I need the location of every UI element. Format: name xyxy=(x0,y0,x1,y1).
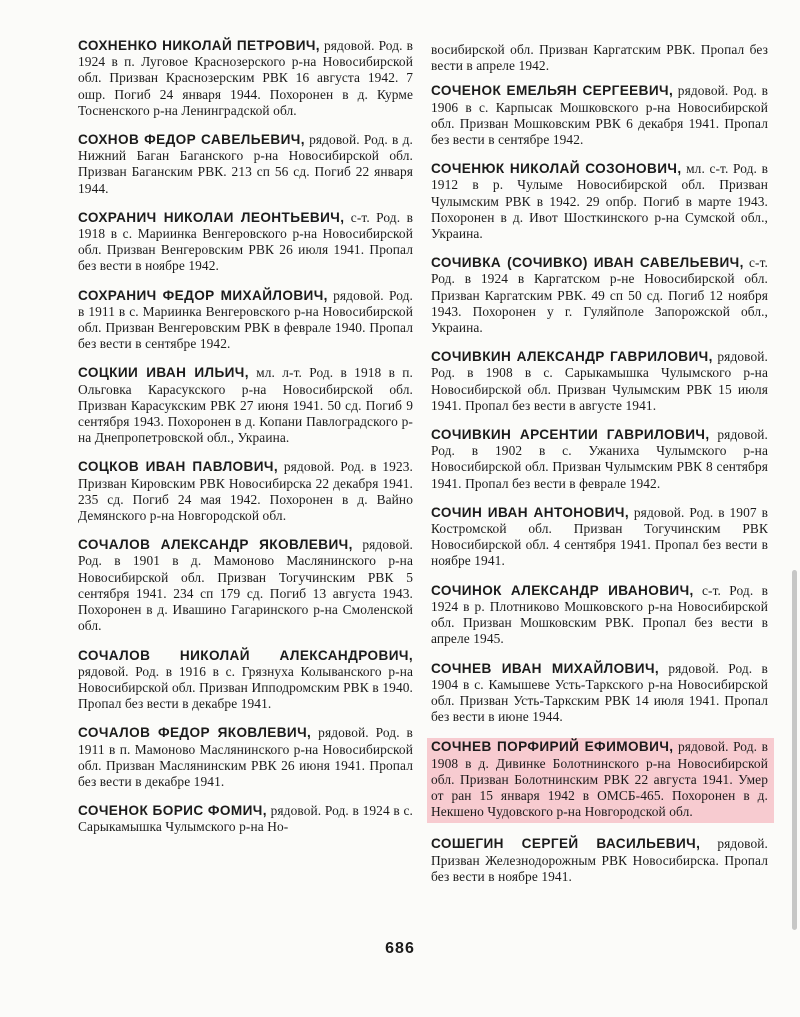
entry-name: СОЧЕНЮК НИКОЛАЙ СОЗОНОВИЧ, xyxy=(431,161,682,177)
list-item xyxy=(78,537,413,634)
entry-name: СОЧИВКА (СОЧИВКО) ИВАН САВЕЛЬЕВИЧ, xyxy=(431,255,744,271)
list-item xyxy=(431,255,768,336)
entry-name: СОЧИН ИВАН АНТОНОВИЧ, xyxy=(431,504,630,520)
entry-text: рядовой. Род. в 1916 в с. Грязнуха Колыванского р-на Новосибирской обл. Призван Ипподромским РВК в 1940. Пропал без вести в декабре 1941. xyxy=(78,663,413,712)
right-column xyxy=(431,42,768,898)
entry-text: рядовой. Род. в 1911 в с. Мариинка Венгеровского р-на Новосибирской обл. Призван Венгеровским РВК в феврале 1940. Пропал без вести в сентябре 1942. xyxy=(78,287,414,352)
entry-name: СОЧИВКИН АЛЕКСАНДР ГАВРИЛОВИЧ, xyxy=(431,349,713,365)
entry-text: с-т. Род. в 1924 в р. Плотниково Мошковского р-на Новосибирской обл. Призван Мошковским РВК. Пропал без вести в апреле 1945. xyxy=(431,582,768,647)
entry-name: СОХРАНИЧ ФЕДОР МИХАЙЛОВИЧ, xyxy=(78,287,328,303)
list-item xyxy=(78,38,413,119)
entry-name: СОЧАЛОВ ФЕДОР ЯКОВЛЕВИЧ, xyxy=(78,725,312,741)
highlighted-list-item xyxy=(427,738,774,823)
scrollbar-thumb[interactable] xyxy=(792,570,797,930)
entry-text: рядовой. Род. в 1901 в д. Мамоново Маслянинского р-на Новосибирской обл. Призван Тогучинским РВК 5 сентября 1941. 234 сп 179 сд. Погиб 13 августа 1943. Похоронен в д. Ивашино Гагаринского р-на Смоленской обл. xyxy=(78,537,413,634)
list-item xyxy=(431,349,768,414)
list-item xyxy=(78,210,413,275)
entry-name: СОХРАНИЧ НИКОЛАИ ЛЕОНТЬЕВИЧ, xyxy=(78,209,345,225)
list-item xyxy=(431,161,768,242)
list-item xyxy=(78,725,413,790)
list-item xyxy=(78,132,413,197)
list-item xyxy=(78,459,413,524)
entry-name: СОЧЕНОК БОРИС ФОМИЧ, xyxy=(78,803,267,819)
list-item xyxy=(431,427,768,492)
entry-text: мл. с-т. Род. в 1912 в р. Чулыме Новосибирской обл. Призван Чулымским РВК в 1942. 29 опбр. Погиб в марте 1943. Похоронен в д. Ивот Шосткинского р-на Сумской обл., Украина. xyxy=(431,161,768,242)
entry-name: СОЧЕНОК ЕМЕЛЬЯН СЕРГЕЕВИЧ, xyxy=(431,83,674,99)
list-item xyxy=(78,648,413,713)
list-item xyxy=(431,583,768,648)
entry-name: СОЧИНОК АЛЕКСАНДР ИВАНОВИЧ, xyxy=(431,582,694,598)
entry-text: рядовой. Род. в 1923. Призван Кировским РВК Новосибирска 22 декабря 1941. 235 сд. Погиб 24 мая 1942. Похоронен в д. Вайно Демянского р-на Новгородской обл. xyxy=(78,459,413,524)
entry-text: рядовой. Род. в 1908 в с. Сарыкамышка Чулымского р-на Новосибирской обл. Призван Чулымским РВК 15 июля 1941. Пропал без вести в августе 1941. xyxy=(431,349,768,413)
left-column xyxy=(78,38,413,849)
entry-name: СОЧАЛОВ НИКОЛАЙ АЛЕКСАНДРОВИЧ, xyxy=(78,647,413,663)
entry-text: рядовой. Род. в д. Нижний Баган Баганского р-на Новосибирской обл. Призван Баганским РВК. 213 сп 56 сд. Погиб 22 января 1944. xyxy=(78,132,413,196)
entry-text: рядовой. Род. в 1907 в Костромской обл. Призван Тогучинским РВК Новосибирской обл. 4 сентября 1941. Пропал без вести в ноябре 1941. xyxy=(431,504,768,569)
entry-name: СОХНЕНКО НИКОЛАЙ ПЕТРОВИЧ, xyxy=(78,38,320,53)
entry-text: с-т. Род. в 1918 в с. Мариинка Венгеровского р-на Новосибирской обл. Призван Венгеровским РВК 26 июля 1941. Пропал без вести в ноябре 1942. xyxy=(78,209,413,274)
entry-text: рядовой. Род. в 1902 в с. Ужаниха Чулымского р-на Новосибирской обл. Призван Чулымским РВК 8 сентября 1941. Пропал без вести в феврале 1942. xyxy=(431,427,768,491)
list-item xyxy=(78,288,413,353)
entry-name: СОЧАЛОВ АЛЕКСАНДР ЯКОВЛЕВИЧ, xyxy=(78,537,353,553)
entry-name: СОЧНЕВ ПОРФИРИЙ ЕФИМОВИЧ, xyxy=(431,739,674,755)
entry-text: рядовой. Род. в 1908 в д. Дивинке Болотнинского р-на Новосибирской обл. Призван Болотнинским РВК 22 августа 1941. Умер от ран 15 января 1942 в ОМСБ-465. Похоронен в д. Некшено Чудовского р-на Новгородской обл. xyxy=(431,739,768,820)
entry-text: рядовой. Род. в 1904 в с. Камышеве Усть-Таркского р-на Новосибирской обл. Призван Усть-Таркским РВК 14 июля 1941. Пропал без вести в июне 1944. xyxy=(431,660,768,725)
entry-name: СОЦКОВ ИВАН ПАВЛОВИЧ, xyxy=(78,459,279,475)
entry-name: СОЧИВКИН АРСЕНТИИ ГАВРИЛОВИЧ, xyxy=(431,427,710,443)
list-item xyxy=(431,836,768,885)
entry-text: рядовой. Призван Железнодорожным РВК Новосибирска. Пропал без вести в ноябре 1941. xyxy=(431,836,768,884)
page-number: 686 xyxy=(385,940,415,957)
entry-name: СОХНОВ ФЕДОР САВЕЛЬЕВИЧ, xyxy=(78,132,305,148)
entry-name: СОШЕГИН СЕРГЕЙ ВАСИЛЬЕВИЧ, xyxy=(431,836,701,852)
list-item xyxy=(431,83,768,148)
entry-text: рядовой. Род. в 1911 в п. Мамоново Маслянинского р-на Новосибирской обл. Призван Маслянинским РВК 26 июня 1941. Пропал без вести в декабре 1941. xyxy=(78,725,413,789)
entry-name: СОЦКИИ ИВАН ИЛЬИЧ, xyxy=(78,365,249,381)
entry-text: мл. л-т. Род. в 1918 в п. Ольговка Карасукского р-на Новосибирской обл. Призван Карасукским РВК 27 июня 1941. 50 сд. Погиб 9 сентября 1943. Похоронен в д. Копани Павлоградского р-на Днепропетровской обл., Украина. xyxy=(78,365,413,446)
list-item xyxy=(431,505,768,570)
list-item xyxy=(78,365,413,446)
continued-entry-text: восибирской обл. Призван Каргатским РВК. Пропал без вести в апреле 1942. xyxy=(431,42,768,74)
entry-text: рядовой. Род. в 1906 в с. Карпысак Мошковского р-на Новосибирской обл. Призван Мошковским РВК 6 декабря 1941. Пропал без вести в сентябре 1942. xyxy=(431,83,768,148)
list-item xyxy=(431,661,768,726)
entry-name: СОЧНЕВ ИВАН МИХАЙЛОВИЧ, xyxy=(431,660,660,676)
entry-text: рядовой. Род. в 1924 в п. Луговое Краснозерского р-на Новосибирской обл. Призван Краснозерским РВК 16 августа 1942. 7 ошр. Погиб 24 января 1944. Похоронен в д. Курме Тосненского р-на Ленинградской обл. xyxy=(78,38,414,118)
entry-text: рядовой. Род. в 1924 в с. Сарыкамышка Чулымского р-на Но- xyxy=(78,803,413,835)
list-item xyxy=(78,803,413,835)
entry-text: с-т. Род. в 1924 в Каргатском р-не Новосибирской обл. Призван Каргатским РВК. 49 сп 50 сд. Погиб 12 ноября 1943. Похоронен у г. Гуляйполе Запорожской обл., Украина. xyxy=(431,255,768,336)
